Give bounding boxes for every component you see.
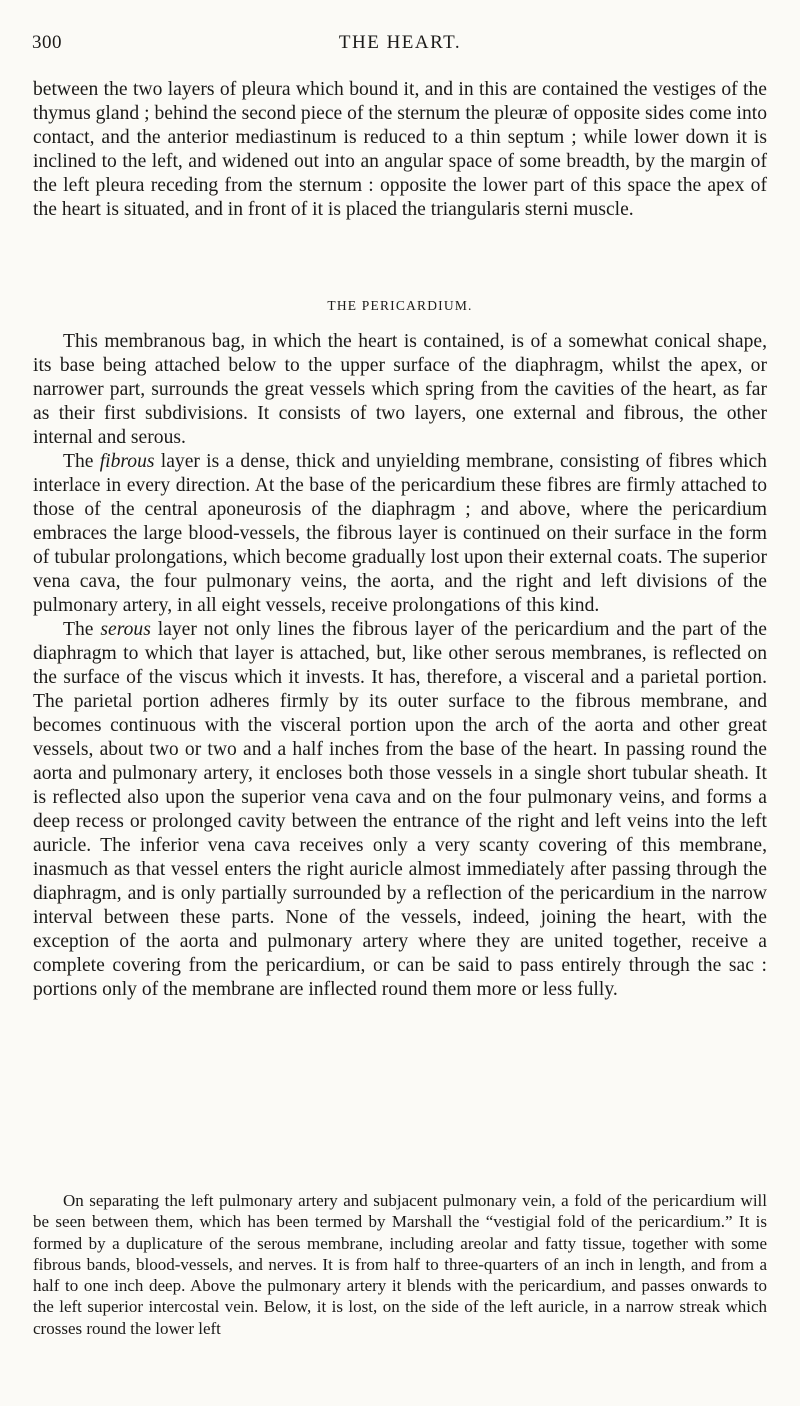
paragraph-lead: The [63, 451, 100, 472]
paragraph-body: layer not only lines the fibrous layer of the pericardium and the part of the diaphragm to which that layer is attached, but, like other serous membranes, is reflected on the surface of the viscus which it invests. It has, therefore, a visceral and a parietal portion. The parietal portion adheres firmly by its outer surface to the fibrous membrane, and becomes continuous with the visceral portion upon the arch of the aorta and other great vessels, about two or two and a half inches from the base of the heart. In passing round the aorta and pulmonary artery, it encloses both those vessels in a single short tubular sheath. It is reflected also upon the superior vena cava and on the four pulmonary veins, and forms a deep recess or prolonged cavity between the entrance of the right and left veins into the left auricle. The inferior vena cava receives only a very scanty covering of this membrane, inasmuch as that vessel enters the right auricle almost immediately after passing through the diaphragm, and is only partially surrounded by a reflection of the pericardium in the narrow interval between these parts. None of the vessels, indeed, joining the heart, with the exception of the aorta and pulmonary artery where they are united together, receive a complete covering from the pericardium, or can be said to pass entirely through the sac : portions only of the membrane are inflected round them more or less fully. [33, 619, 767, 1000]
intro-block [33, 78, 767, 222]
paragraph-intro-pericardium: This membranous bag, in which the heart is contained, is of a somewhat conical shape, its base being attached below to the upper surface of the diaphragm, whilst the apex, or narrower part, surrounds the great vessels which spring from the cavities of the heart, as far as their first subdivisions. It consists of two layers, one external and fibrous, the other internal and serous. [33, 331, 767, 448]
page-header [32, 32, 768, 60]
term-fibrous: fibrous [99, 451, 155, 472]
paragraph-lead: The [63, 619, 101, 640]
footnote-paragraph: On separating the left pulmonary artery and subjacent pulmonary vein, a fold of the pericardium will be seen between them, which has been termed by Marshall the “vestigial fold of the pericardium.” It is formed by a duplicature of the serous membrane, including areolar and fatty tissue, together with some fibrous bands, blood-vessels, and nerves. It is from half to three-quarters of an inch in length, and from a half to one inch deep. Above the pulmonary artery it blends with the pericardium, and passes onwards to the left superior intercostal vein. Below, it is lost, on the side of the left auricle, in a narrow streak which crosses round the lower left [33, 1191, 767, 1338]
page-number: 300 [32, 32, 62, 53]
intro-paragraph: between the two layers of pleura which bound it, and in this are contained the vestiges of the thymus gland ; behind the second piece of the sternum the pleuræ of opposite sides come into contact, and the anterior mediastinum is reduced to a thin septum ; while lower down it is inclined to the left, and widened out into an angular space of some breadth, by the margin of the left pleura receding from the sternum : opposite the lower part of this space the apex of the heart is situated, and in front of it is placed the triangularis sterni muscle. [33, 79, 767, 220]
paragraph-serous-layer [33, 618, 767, 1002]
main-text [33, 330, 767, 1002]
paragraph-fibrous-layer [33, 450, 767, 618]
term-serous: serous [100, 619, 151, 640]
paragraph-body: layer is a dense, thick and unyielding membrane, consisting of fibres which interlace in every direction. At the base of the pericardium these fibres are firmly attached to those of the central aponeurosis of the diaphragm ; and above, where the pericardium embraces the large blood-vessels, the fibrous layer is continued on their surface in the form of tubular prolongations, which become gradually lost upon their external coats. The superior vena cava, the four pulmonary veins, the aorta, and the right and left divisions of the pulmonary artery, in all eight vessels, receive prolongations of this kind. [33, 451, 767, 616]
section-heading: THE PERICARDIUM. [327, 298, 473, 313]
footnote-block [33, 1190, 767, 1339]
running-title: THE HEART. [338, 32, 462, 53]
